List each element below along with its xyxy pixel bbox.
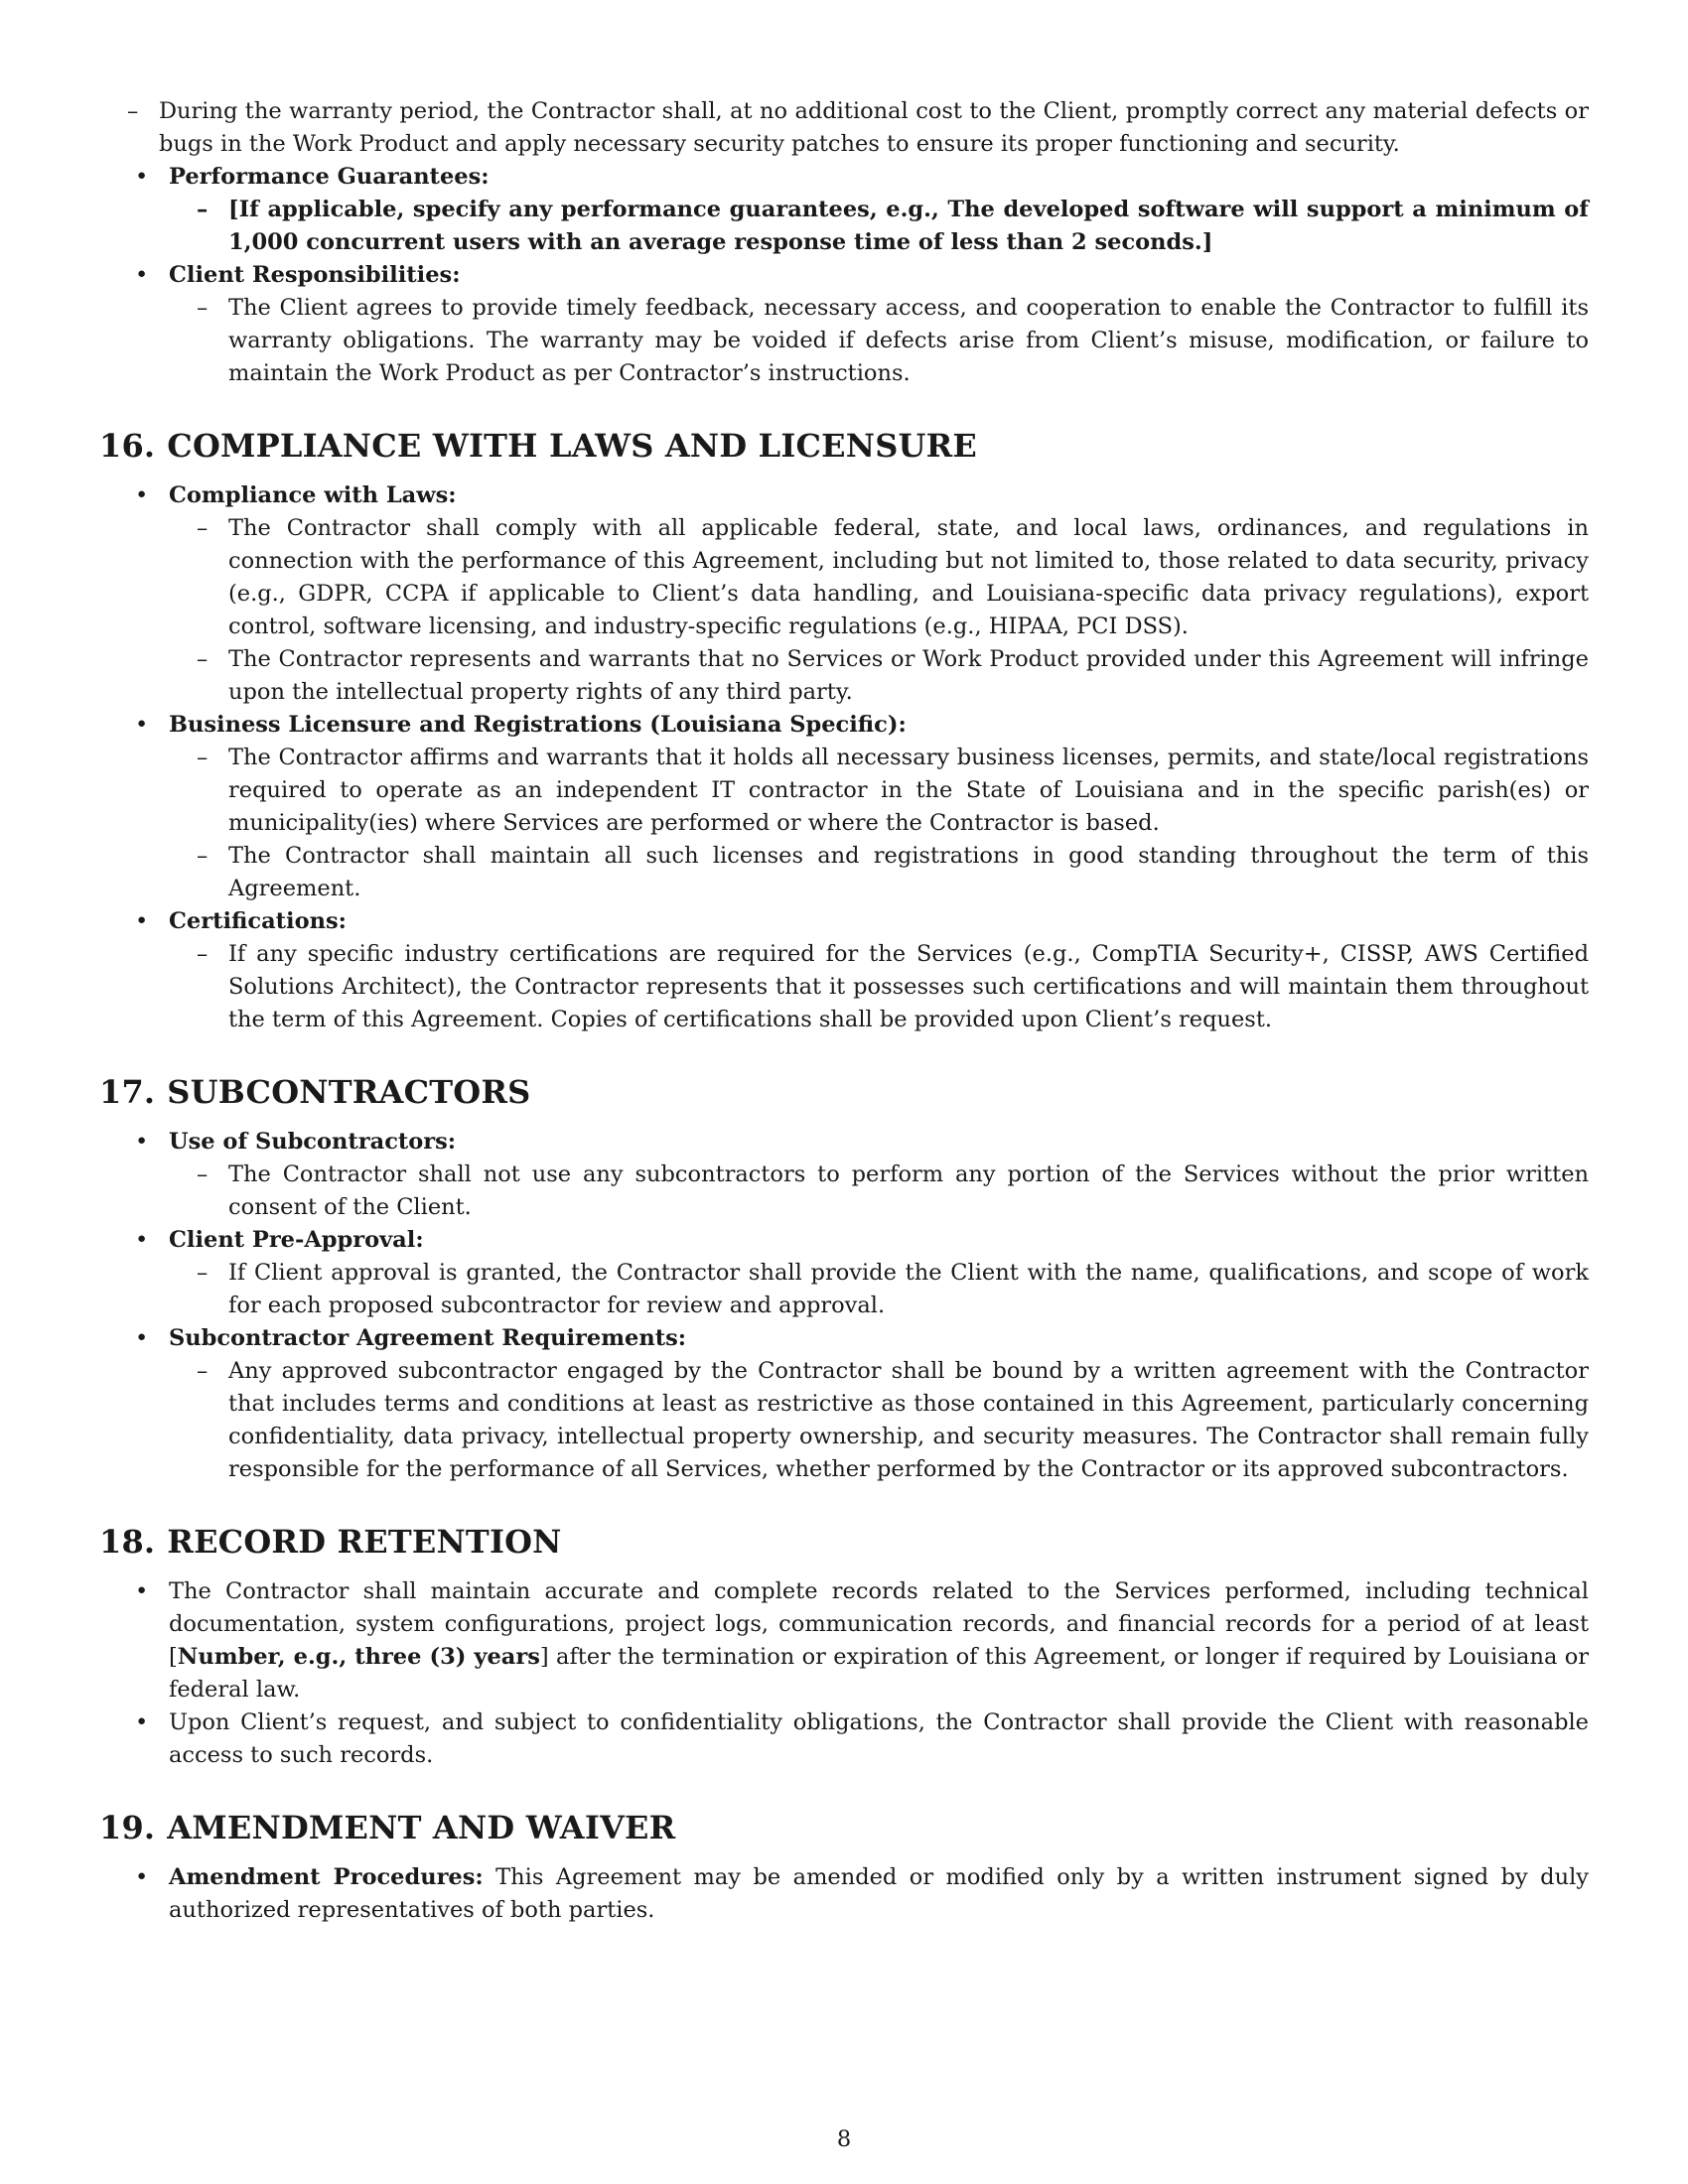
list-item: – During the warranty period, the Contractor shall, at no additional cost to the Client, promptly correct any material defects or bugs in the Work Product and apply necessary security patches to ensure its proper functioning and security.	[99, 95, 1589, 161]
performance-guarantees-item	[99, 161, 1589, 259]
business-licensure-item	[99, 709, 1589, 905]
records-access-item: • Upon Client’s request, and subject to confidentiality obligations, the Contractor shall provide the Client with reasonable access to such records.	[99, 1706, 1589, 1772]
section-title: SUBCONTRACTORS	[167, 1073, 531, 1111]
section-18-list	[99, 1575, 1589, 1772]
section-16-heading	[99, 426, 1589, 466]
bullet-label: Subcontractor Agreement Requirements:	[169, 1325, 687, 1351]
section-17-list	[99, 1126, 1589, 1486]
section-number: 17.	[99, 1073, 156, 1111]
list-item: – The Contractor shall comply with all applicable federal, state, and local laws, ordinances, and regulations in connection with the performance of this Agreement, including but not limited to, those related to data security, privacy (e.g., GDPR, CCPA if applicable to Client’s data handling, and Louisiana-specific data privacy regulations), export control, software licensing, and industry-specific regulations (e.g., HIPAA, PCI DSS).	[169, 512, 1589, 643]
bullet-label: Amendment Procedures:	[169, 1864, 484, 1890]
section-16-list	[99, 479, 1589, 1036]
section-19-heading	[99, 1808, 1589, 1847]
use-of-subcontractors-item	[99, 1126, 1589, 1224]
compliance-with-laws-item	[99, 479, 1589, 709]
client-responsibilities-item	[99, 259, 1589, 390]
section-18-heading	[99, 1522, 1589, 1562]
bullet-label: Client Responsibilities:	[169, 262, 461, 288]
certifications-item	[99, 905, 1589, 1036]
page-number: 8	[836, 2126, 852, 2152]
section-title: COMPLIANCE WITH LAWS AND LICENSURE	[167, 427, 978, 465]
bullet-label: Client Pre-Approval:	[169, 1227, 424, 1253]
subcontractor-agreement-item	[99, 1322, 1589, 1486]
retention-period: Number, e.g., three (3) years	[177, 1644, 540, 1670]
list-item: – The Contractor affirms and warrants that it holds all necessary business licenses, permits, and state/local registrations required to operate as an independent IT contractor in the State of Louisiana and in the specific parish(es) or municipality(ies) where Services are performed or where the Contractor is based.	[169, 742, 1589, 840]
amendment-procedures-item: • Amendment Procedures: This Agreement may be amended or modified only by a written instrument signed by duly authorized representatives of both parties.	[99, 1861, 1589, 1927]
section-title: RECORD RETENTION	[167, 1523, 562, 1561]
list-item: – If any specific industry certifications are required for the Services (e.g., CompTIA Security+, CISSP, AWS Certified Solutions Architect), the Contractor represents that it possesses such certifications and will maintain them throughout the term of this Agreement. Copies of certifications shall be provided upon Client’s request.	[169, 938, 1589, 1036]
list-item: – The Contractor shall maintain all such licenses and registrations in good standing throughout the term of this Agreement.	[169, 840, 1589, 905]
section-number: 16.	[99, 427, 156, 465]
bullet-label: Certifications:	[169, 908, 347, 934]
document-page	[99, 95, 1589, 1927]
list-item: – The Contractor shall not use any subcontractors to perform any portion of the Services without the prior written consent of the Client.	[169, 1159, 1589, 1224]
section-title: AMENDMENT AND WAIVER	[167, 1809, 676, 1846]
section-17-heading	[99, 1072, 1589, 1112]
bullet-label: Compliance with Laws:	[169, 482, 457, 508]
bullet-label: Use of Subcontractors:	[169, 1129, 457, 1155]
client-pre-approval-item	[99, 1224, 1589, 1322]
list-item: – [If applicable, specify any performance guarantees, e.g., The developed software will support a minimum of 1,000 concurrent users with an average response time of less than 2 seconds.]	[169, 194, 1589, 259]
list-item: – The Contractor represents and warrants that no Services or Work Product provided under this Agreement will infringe upon the intellectual property rights of any third party.	[169, 643, 1589, 709]
record-retention-item: • The Contractor shall maintain accurate and complete records related to the Services performed, including technical documentation, system configurations, project logs, communication records, and financial records for a period of at least [Number, e.g., three (3) years] after the termination or expiration of this Agreement, or longer if required by Louisiana or federal law.	[99, 1575, 1589, 1706]
warranty-bullets	[99, 161, 1589, 390]
bullet-label: Business Licensure and Registrations (Louisiana Specific):	[169, 712, 907, 738]
section-number: 19.	[99, 1809, 156, 1846]
warranty-continuation-list	[99, 95, 1589, 161]
section-number: 18.	[99, 1523, 156, 1561]
section-19-list	[99, 1861, 1589, 1927]
list-item: – Any approved subcontractor engaged by the Contractor shall be bound by a written agreement with the Contractor that includes terms and conditions at least as restrictive as those contained in this Agreement, particularly concerning confidentiality, data privacy, intellectual property ownership, and security measures. The Contractor shall remain fully responsible for the performance of all Services, whether performed by the Contractor or its approved subcontractors.	[169, 1355, 1589, 1486]
list-item: – The Client agrees to provide timely feedback, necessary access, and cooperation to enable the Contractor to fulfill its warranty obligations. The warranty may be voided if defects arise from Client’s misuse, modification, or failure to maintain the Work Product as per Contractor’s instructions.	[169, 292, 1589, 390]
list-item: – If Client approval is granted, the Contractor shall provide the Client with the name, qualifications, and scope of work for each proposed subcontractor for review and approval.	[169, 1257, 1589, 1322]
bullet-label: Performance Guarantees:	[169, 164, 490, 190]
